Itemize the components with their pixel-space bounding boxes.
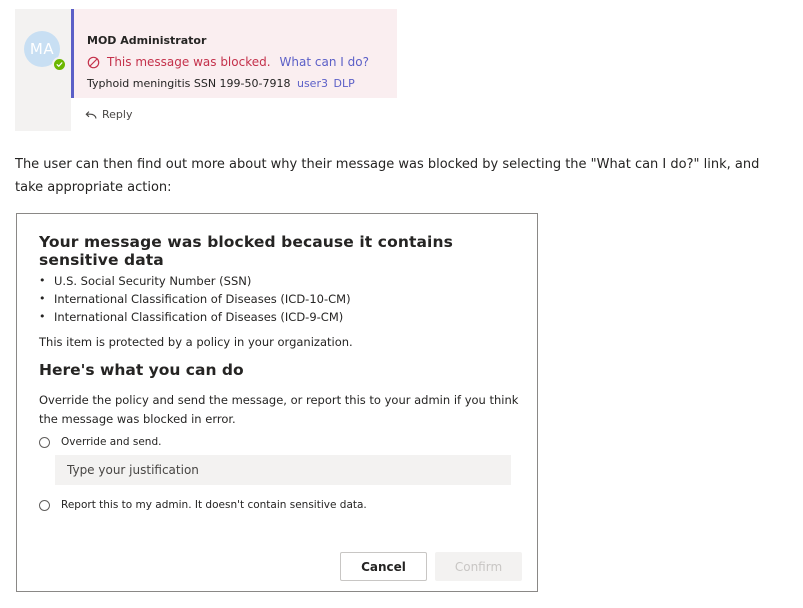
list-item-text: U.S. Social Security Number (SSN) <box>54 274 252 288</box>
reply-icon <box>85 110 97 120</box>
presence-available-icon <box>52 57 67 72</box>
avatar-initials: MA <box>29 40 55 58</box>
description-text: The user can then find out more about why their message was blocked by selecting the "What can I do?" link, and take appropriate action: <box>15 157 760 195</box>
report-option[interactable] <box>39 499 367 511</box>
what-can-i-do-link[interactable]: What can I do? <box>279 55 369 69</box>
cancel-button[interactable]: Cancel <box>340 552 427 581</box>
sensitive-data-list <box>39 272 351 326</box>
override-radio[interactable] <box>39 437 50 448</box>
confirm-button[interactable]: Confirm <box>435 552 522 581</box>
mention-dlp[interactable]: DLP <box>333 77 355 90</box>
message-content: Typhoid meningitis SSN 199-50-7918 <box>87 77 291 90</box>
chat-message-card <box>15 9 397 131</box>
blocked-icon <box>87 56 100 69</box>
mention-user[interactable]: user3 <box>296 77 328 90</box>
override-option[interactable] <box>39 436 161 448</box>
sender-name: MOD Administrator <box>87 34 207 47</box>
bullet-icon: • <box>39 310 46 323</box>
dialog-title: Your message was blocked because it contains sensitive data <box>39 233 453 269</box>
list-item <box>39 290 351 308</box>
section-heading: Here's what you can do <box>39 361 244 379</box>
message-text <box>87 77 397 90</box>
report-label: Report this to my admin. It doesn't contain sensitive data. <box>61 499 367 511</box>
override-label: Override and send. <box>61 436 162 448</box>
message-bubble <box>71 9 397 98</box>
policy-text: This item is protected by a policy in your organization. <box>39 335 353 349</box>
instructions-text: Override the policy and send the message, or report this to your admin if you think the message was blocked in error. <box>39 393 519 426</box>
list-item-text: International Classification of Diseases (ICD-9-CM) <box>54 310 344 324</box>
blocked-notice <box>87 55 397 69</box>
justification-input[interactable] <box>55 455 511 485</box>
blocked-text: This message was blocked. <box>107 55 271 69</box>
blocked-message-dialog <box>16 213 538 592</box>
reply-label: Reply <box>102 108 133 121</box>
report-radio[interactable] <box>39 500 50 511</box>
reply-button[interactable] <box>71 98 397 131</box>
list-item <box>39 272 351 290</box>
list-item-text: International Classification of Diseases (ICD-10-CM) <box>54 292 351 306</box>
bullet-icon: • <box>39 274 46 287</box>
bullet-icon: • <box>39 292 46 305</box>
list-item <box>39 308 351 326</box>
